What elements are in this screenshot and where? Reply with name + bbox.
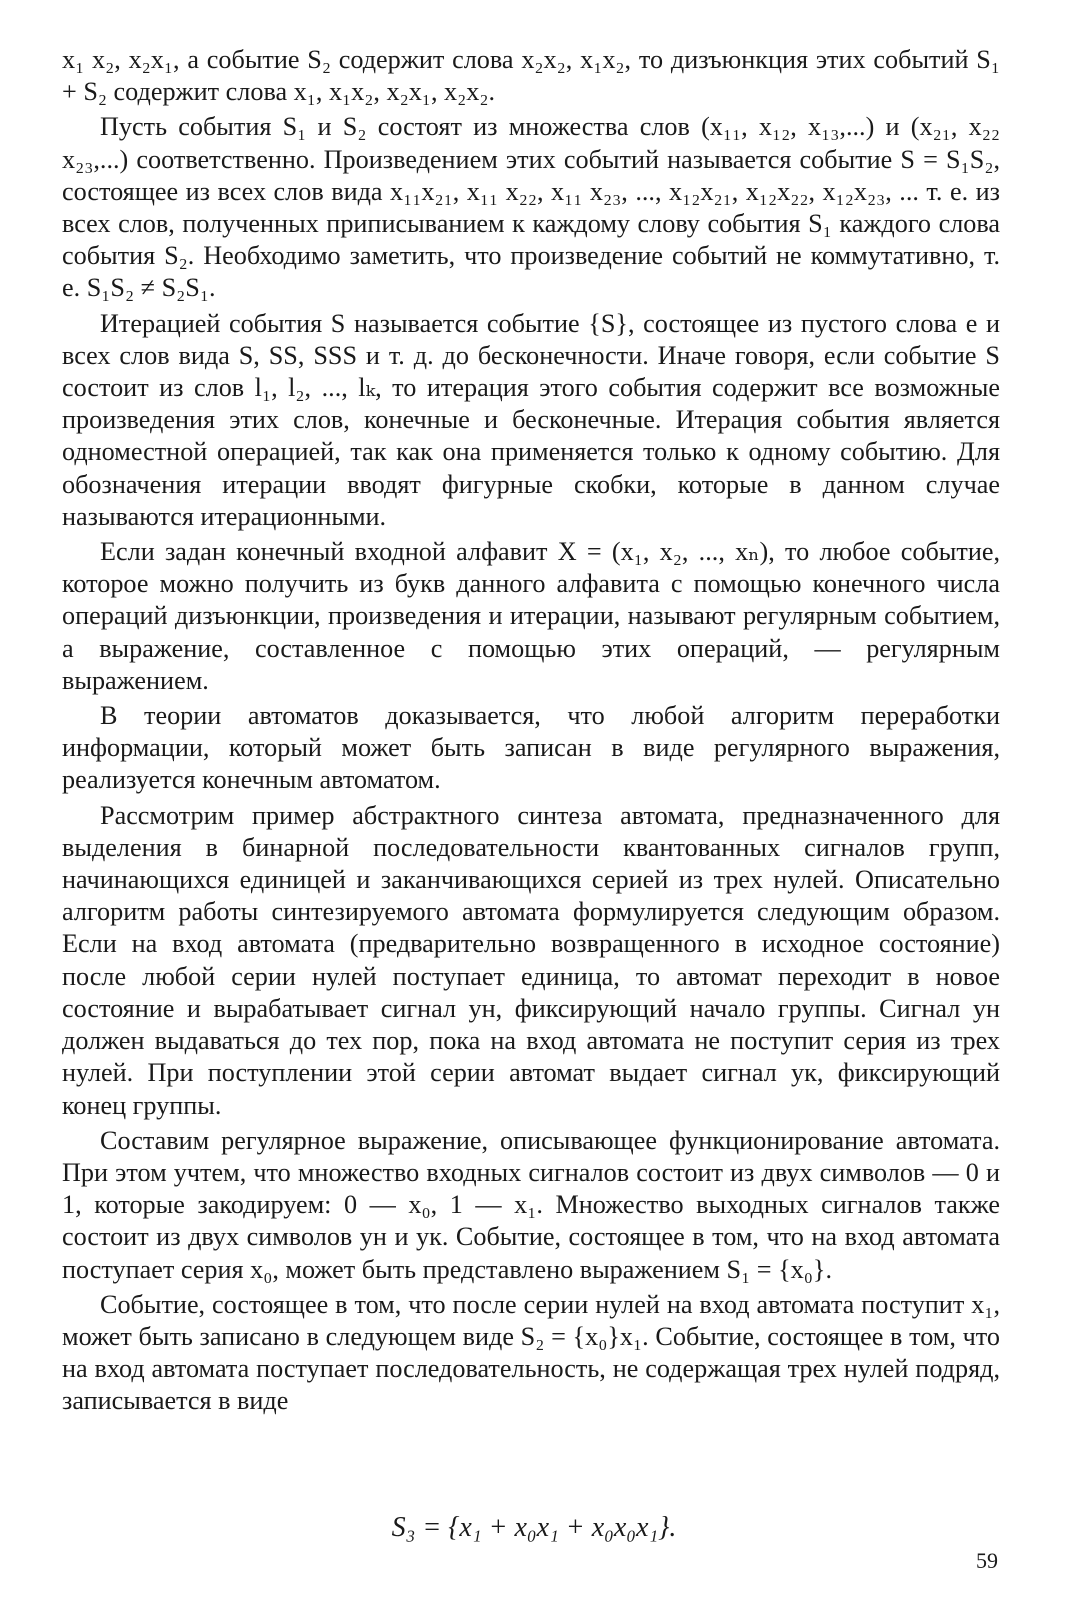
paragraph-3: Итерацией события S называется событие {S}, состоящее из пустого слова e и всех слов вида S, SS, SSS и т. д. до бесконечности. Иначе говоря, если событие S состоит из слов l₁, l₂, ..., lₖ, то итерация этого события содержит все возможные произведения этих слов, конечные и бесконечные. Итерация события является одноместной операцией, так как она применяется только к одному событию. Для обозначения итерации вводят фигурные скобки, которые в данном случае называются итерационными.	[62, 308, 1000, 531]
paragraph-1: x₁ x₂, x₂x₁, а событие S₂ содержит слова x₂x₂, x₁x₂, то дизъюнкция этих событий S₁ + S₂ содержит слова x₁, x₁x₂, x₂x₁, x₂x₂.	[62, 45, 1000, 107]
paragraph-7: Составим регулярное выражение, описывающее функционирование автомата. При этом учтем, что множество входных сигналов состоит из двух символов — 0 и 1, которые закодируем: 0 — x₀, 1 — x₁. Множество выходных сигналов также состоит из двух символов yн и yк. Событие, состоящее в том, что на вход автомата поступает серия x₀, может быть представлено выражением S₁ = {x₀}.	[62, 1125, 1000, 1284]
page-number: 59	[976, 1548, 998, 1573]
paragraph-8: Событие, состоящее в том, что после серии нулей на вход автомата поступит x₁, может быть записано в следующем виде S₂ = {x₀}x₁. Событие, состоящее в том, что на вход автомата поступает последовательность, не содержащая трех нулей подряд, записывается в виде	[62, 1289, 1000, 1416]
paragraph-5: В теории автоматов доказывается, что любой алгоритм переработки информации, который может быть записан в виде регулярного выражения, реализуется конечным автоматом.	[62, 701, 1000, 795]
display-formula: S₃ = {x₁ + x₀x₁ + x₀x₀x₁}.	[391, 1512, 677, 1543]
paragraph-2: Пусть события S₁ и S₂ состоят из множества слов (x₁₁, x₁₂, x₁₃,...) и (x₂₁, x₂₂ x₂₃,...) соответственно. Произведением этих событий называется событие S = S₁S₂, состоящее из всех слов вида x₁₁x₂₁, x₁₁ x₂₂, x₁₁ x₂₃, ..., x₁₂x₂₁, x₁₂x₂₂, x₁₂x₂₃, ... т. е. из всех слов, полученных приписыванием к каждому слову события S₁ каждого слова события S₂. Необходимо заметить, что произведение событий не коммутативно, т. е. S₁S₂ ≠ S₂S₁.	[62, 112, 1000, 303]
paragraph-4: Если задан конечный входной алфавит X = (x₁, x₂, ..., xₙ), то любое событие, которое можно получить из букв данного алфавита с помощью конечного числа операций дизъюнкции, произведения и итерации, называют регулярным событием, а выражение, составленное с помощью этих операций, — регулярным выражением.	[62, 537, 1000, 695]
body-text	[62, 44, 1000, 1421]
paragraph-6: Рассмотрим пример абстрактного синтеза автомата, предназначенного для выделения в бинарной последовательности квантованных сигналов групп, начинающихся единицей и заканчивающихся серией из трех нулей. Описательно алгоритм работы синтезируемого автомата формулируется следующим образом. Если на вход автомата (предварительно возвращенного в исходное состояние) после любой серии нулей поступает единица, то автомат переходит в новое состояние и вырабатывает сигнал yн, фиксирующий начало группы. Сигнал yн должен выдаваться до тех пор, пока на вход автомата не поступит серия из трех нулей. При поступлении этой серии автомат выдает сигнал yк, фиксирующий конец группы.	[62, 800, 1000, 1120]
